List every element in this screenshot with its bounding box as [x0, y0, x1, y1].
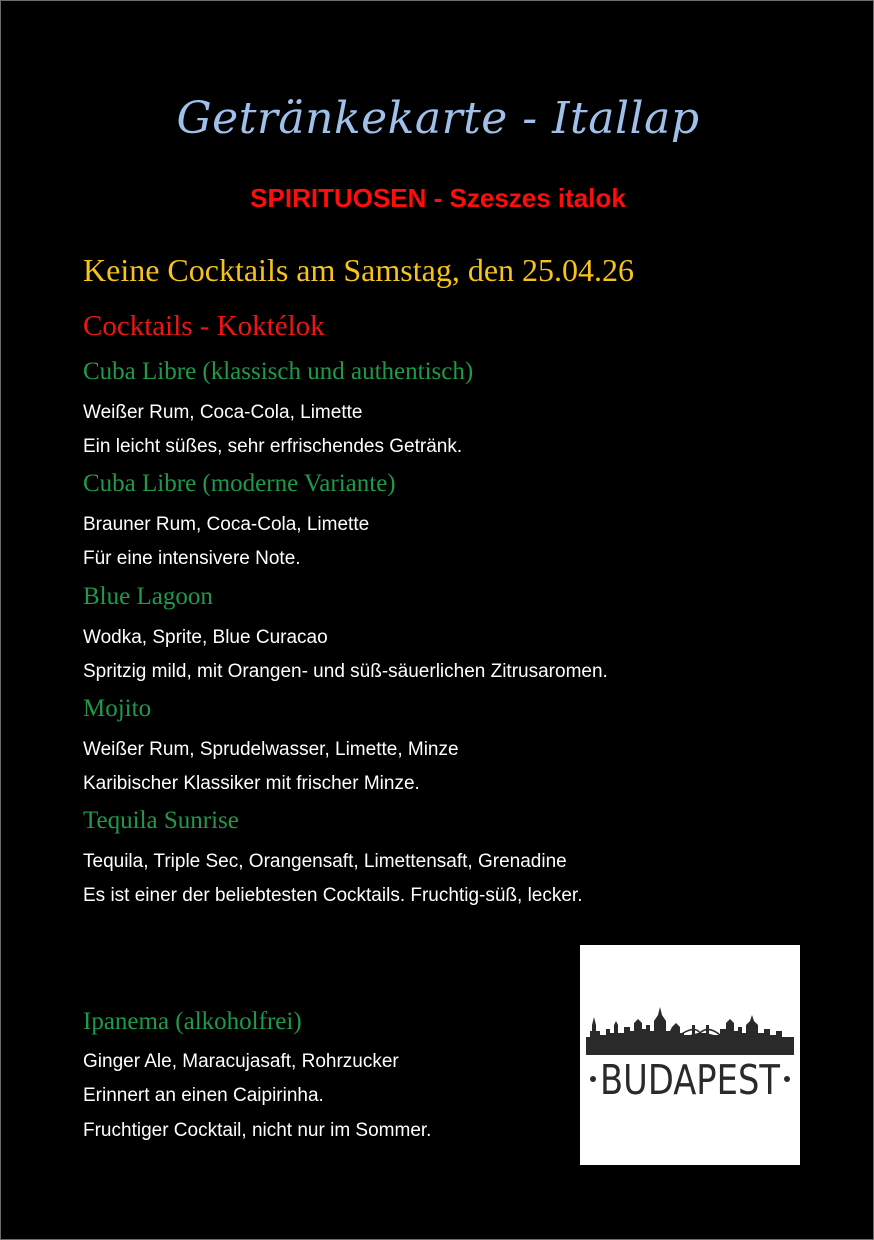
drink-ingredients: Brauner Rum, Coca-Cola, Limette [83, 514, 370, 535]
page-title: Getränkekarte - Itallap [176, 93, 700, 144]
drink-extra: Fruchtiger Cocktail, nicht nur im Sommer. [83, 1120, 432, 1141]
drink-name: Blue Lagoon [83, 583, 213, 610]
drink-ingredients: Weißer Rum, Coca-Cola, Limette [83, 402, 363, 423]
drink-description: Spritzig mild, mit Orangen- und süß-säuerlichen Zitrusaromen. [83, 661, 608, 682]
budapest-skyline-logo [580, 945, 800, 1165]
drink-ingredients: Weißer Rum, Sprudelwasser, Limette, Minze [83, 739, 459, 760]
drink-name: Cuba Libre (klassisch und authentisch) [83, 358, 474, 385]
page-subtitle: SPIRITUOSEN - Szeszes italok [250, 183, 626, 213]
drink-name: Tequila Sunrise [83, 807, 239, 834]
drink-description: Erinnert an einen Caipirinha. [83, 1085, 324, 1106]
notice-text: Keine Cocktails am Samstag, den 25.04.26 [83, 252, 635, 288]
drink-ingredients: Ginger Ale, Maracujasaft, Rohrzucker [83, 1051, 399, 1072]
drink-description: Karibischer Klassiker mit frischer Minze. [83, 773, 420, 794]
drink-ingredients: Tequila, Triple Sec, Orangensaft, Limettensaft, Grenadine [83, 851, 567, 872]
drink-ingredients: Wodka, Sprite, Blue Curacao [83, 627, 328, 648]
drink-description: Es ist einer der beliebtesten Cocktails. Fruchtig-süß, lecker. [83, 885, 583, 906]
logo-text: BUDAPEST [600, 1056, 781, 1104]
drink-description: Ein leicht süßes, sehr erfrischendes Getränk. [83, 436, 463, 457]
drink-name: Mojito [83, 695, 152, 722]
skyline-icon [580, 945, 800, 1165]
drink-name: Ipanema (alkoholfrei) [83, 1008, 302, 1035]
drink-name: Cuba Libre (moderne Variante) [83, 470, 396, 497]
section-heading: Cocktails - Koktélok [83, 310, 325, 342]
drink-description: Für eine intensivere Note. [83, 548, 301, 569]
